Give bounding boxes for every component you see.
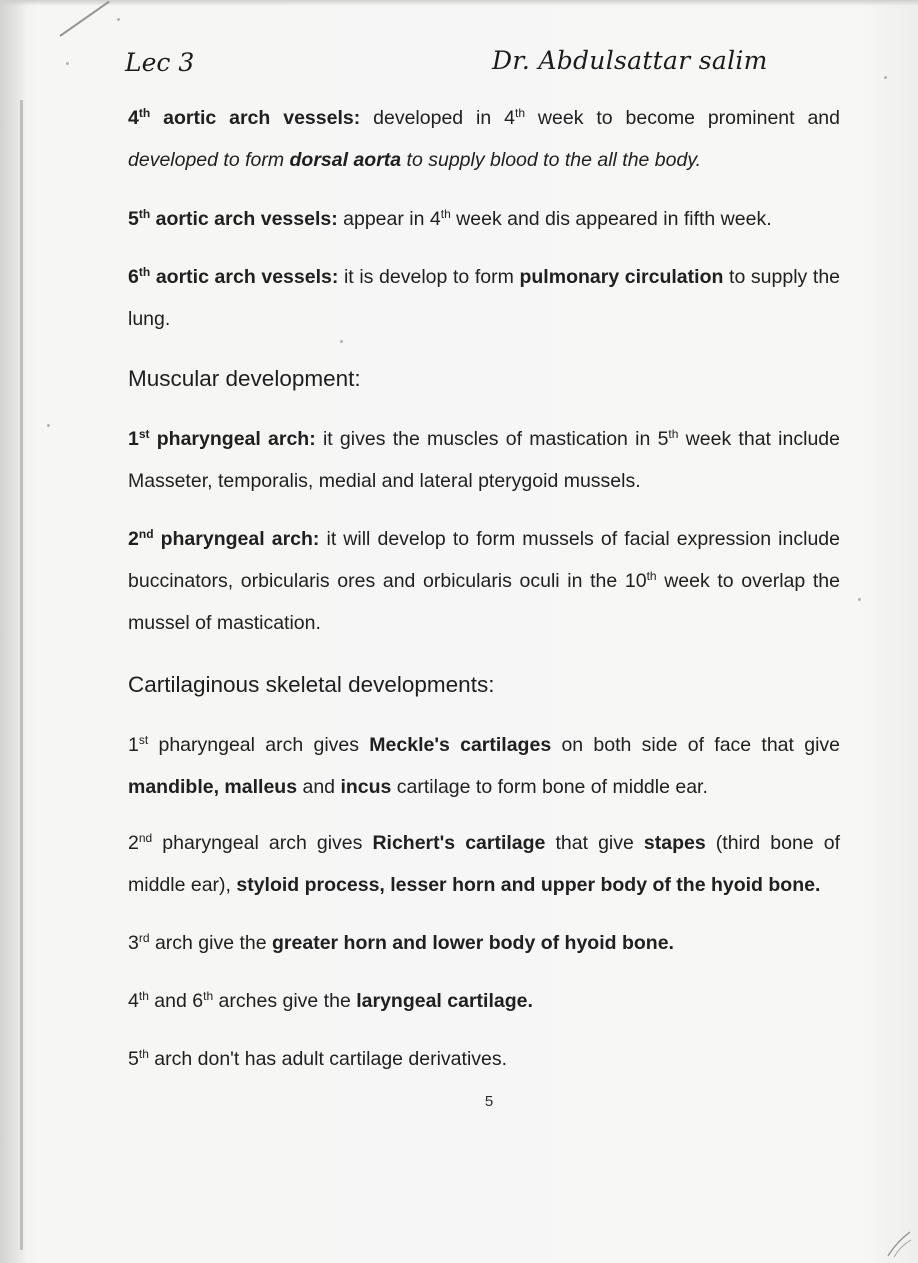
text-run: on both side of face that give	[551, 734, 840, 756]
ordinal-number: 6	[128, 266, 139, 288]
text-run: to supply blood to the all the body.	[401, 149, 702, 171]
text-run: pharyngeal arch gives	[152, 832, 373, 854]
text-run: arch give the	[149, 932, 273, 954]
muscular-arch-1-paragraph	[128, 418, 840, 502]
ordinal-suffix: th	[138, 989, 149, 1003]
ordinal-number: 4	[128, 107, 139, 129]
bold-term: greater horn and lower body of hyoid bone.	[272, 932, 674, 954]
cartilage-arch-1-paragraph	[128, 724, 840, 808]
ordinal-suffix: rd	[138, 931, 150, 945]
text-run: pharyngeal arch gives	[148, 734, 370, 756]
ordinal-number: 2	[128, 528, 139, 550]
ordinal-number: 5	[657, 428, 669, 450]
bold-term: stapes	[643, 832, 706, 854]
ordinal-number: 10	[624, 570, 647, 592]
term-label: pharyngeal arch:	[156, 428, 316, 450]
page-curl-icon	[884, 1228, 912, 1258]
ordinal-suffix: th	[138, 207, 151, 221]
top-edge-shadow	[0, 0, 918, 6]
ordinal-number: 4	[504, 107, 515, 129]
cartilage-arch-3-paragraph	[128, 922, 840, 964]
bold-term: styloid process, lesser horn and upper body of the hyoid bone.	[236, 874, 821, 896]
text-run: arches give the	[213, 990, 357, 1012]
aortic-arch-6-paragraph	[128, 256, 840, 340]
author-name: Dr. Abdulsattar salim	[492, 46, 768, 75]
text-run: cartilage to form bone of middle ear.	[391, 776, 708, 798]
lecture-label: Lec 3	[125, 48, 195, 77]
bold-term: pulmonary circulation	[519, 266, 724, 288]
ordinal-number: 4	[128, 990, 139, 1012]
text-run: developed to form	[128, 149, 290, 171]
scan-speck	[858, 598, 861, 601]
text-run: week and dis appeared in fifth week.	[450, 208, 772, 230]
term-label: aortic arch vessels:	[163, 107, 361, 129]
aortic-arch-4-paragraph	[128, 97, 840, 181]
ordinal-number: 1	[128, 428, 139, 450]
ordinal-suffix: th	[515, 106, 526, 120]
ordinal-suffix: st	[138, 733, 149, 747]
ordinal-number: 4	[429, 208, 441, 230]
scan-speck	[340, 340, 343, 343]
text-run: week to overlap the mussel of mastication.	[128, 570, 840, 634]
text-run: it is develop to form	[338, 266, 520, 288]
text-run: to supply the lung.	[128, 266, 841, 330]
text-run: (third bone of middle ear),	[128, 832, 840, 896]
ordinal-suffix: nd	[138, 527, 154, 541]
ordinal-number: 2	[128, 832, 139, 854]
muscular-heading: Muscular development:	[128, 366, 361, 391]
ordinal-number: 5	[128, 208, 139, 230]
bold-term: incus	[340, 776, 392, 798]
scan-speck	[884, 76, 887, 79]
text-run: it gives the muscles of mastication in	[315, 428, 658, 450]
ordinal-suffix: th	[138, 265, 151, 279]
text-run: and	[148, 990, 193, 1012]
ordinal-number: 5	[128, 1048, 139, 1070]
cartilage-arch-2-paragraph	[128, 822, 840, 906]
ordinal-suffix: st	[138, 427, 150, 441]
bold-term: laryngeal cartilage.	[356, 990, 533, 1012]
term-label: aortic arch vessels:	[155, 266, 339, 288]
bold-term: Richert's cartilage	[372, 832, 546, 854]
cartilage-arch-5-paragraph	[128, 1038, 840, 1080]
aortic-arch-5-paragraph	[128, 198, 840, 240]
ordinal-suffix: th	[203, 989, 214, 1003]
ordinal-suffix: th	[138, 106, 151, 120]
ordinal-suffix: nd	[138, 831, 153, 845]
text-run: it will develop to form mussels of facial expression include buccinators, orbicularis ores and orbicularis oculi in the	[128, 528, 840, 592]
text-run: week that include Masseter, temporalis, medial and lateral pterygoid mussels.	[128, 428, 840, 492]
scan-speck	[117, 18, 120, 21]
ordinal-number: 1	[128, 734, 139, 756]
binding-fold-line	[20, 100, 23, 1250]
page-number: 5	[484, 1093, 494, 1110]
ordinal-suffix: th	[668, 427, 679, 441]
text-run: appear in	[337, 208, 430, 230]
ordinal-suffix: th	[646, 569, 657, 583]
cartilage-arch-4-6-paragraph	[128, 980, 840, 1022]
text-run: developed in	[360, 107, 505, 129]
text-run: and	[297, 776, 341, 798]
ordinal-number: 3	[128, 932, 139, 954]
text-run: arch don't has adult cartilage derivatives.	[148, 1048, 508, 1070]
text-run: that give	[545, 832, 644, 854]
muscular-arch-2-paragraph	[128, 518, 840, 644]
ordinal-suffix: th	[138, 1047, 149, 1061]
cartilage-heading: Cartilaginous skeletal developments:	[128, 672, 495, 697]
term-label: aortic arch vessels:	[155, 208, 338, 230]
bold-term: mandible, malleus	[128, 776, 298, 798]
term-label: pharyngeal arch:	[160, 528, 320, 550]
scan-speck	[66, 62, 69, 65]
ordinal-suffix: th	[440, 207, 451, 221]
text-run: week to become prominent and	[525, 107, 840, 129]
scan-speck	[47, 424, 50, 427]
bold-term: Meckle's cartilages	[369, 734, 552, 756]
corner-scan-mark	[59, 1, 109, 37]
ordinal-number: 6	[192, 990, 204, 1012]
bold-term: dorsal aorta	[289, 149, 402, 171]
